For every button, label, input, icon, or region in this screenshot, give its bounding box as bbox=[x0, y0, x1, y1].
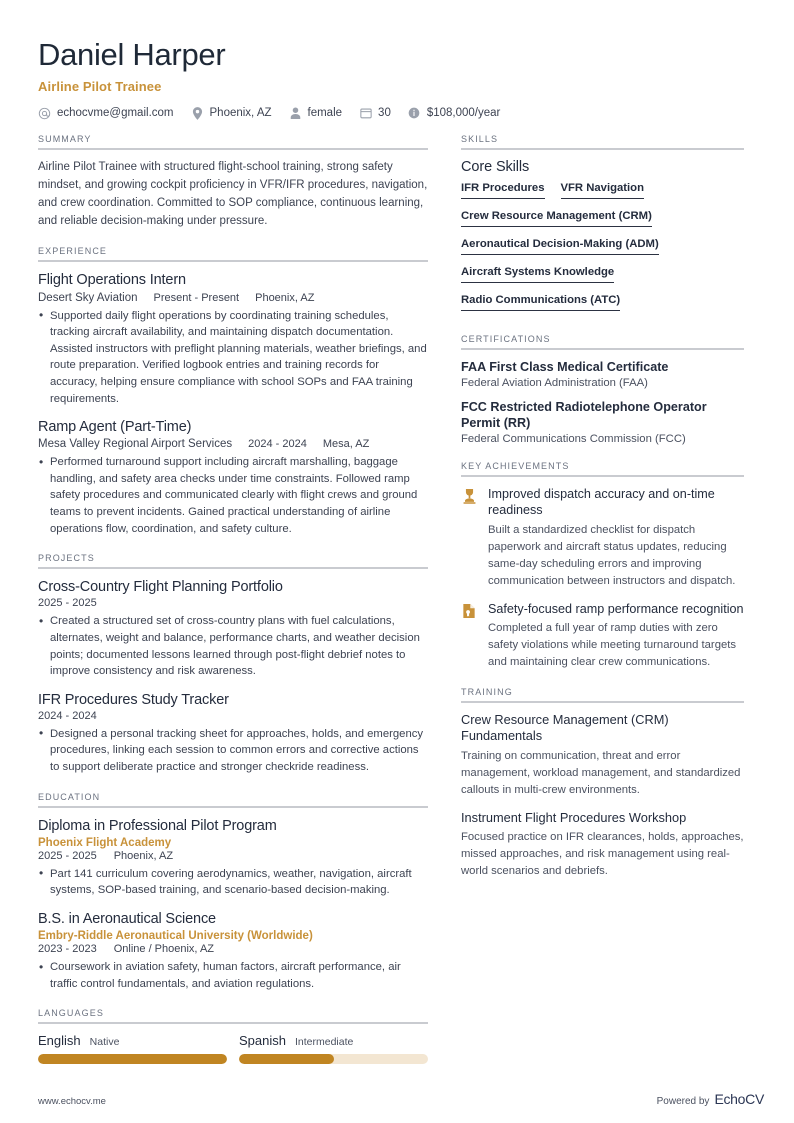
section-experience bbox=[38, 246, 428, 537]
left-column bbox=[38, 134, 428, 1081]
contact-location-value: Phoenix, AZ bbox=[209, 107, 272, 120]
footer-powered-label: Powered by bbox=[656, 1096, 710, 1107]
skill-item: VFR Navigation bbox=[561, 182, 644, 199]
achievement-body bbox=[488, 486, 744, 589]
certificate-document-icon bbox=[461, 601, 477, 619]
list-item: • Coursework in aviation safety, human factors, aircraft performance, air traffic control fundamentals, and aviation regulations. bbox=[38, 959, 428, 992]
language-progress-fill bbox=[38, 1054, 227, 1064]
project-dates-line bbox=[38, 597, 428, 609]
email-icon bbox=[38, 107, 51, 120]
experience-meta bbox=[38, 292, 428, 304]
language-name: Spanish bbox=[239, 1033, 286, 1049]
achievement-title: Safety-focused ramp performance recognition bbox=[488, 601, 744, 616]
section-heading-certifications: CERTIFICATIONS bbox=[461, 333, 551, 344]
section-heading-achievements: KEY ACHIEVEMENTS bbox=[461, 461, 570, 472]
contact-email-value: echocvme@gmail.com bbox=[57, 107, 174, 120]
education-dates-line bbox=[38, 850, 428, 862]
training-description: Focused practice on IFR clearances, holds, approaches, missed approaches, and risk management using real-world scenarios and debriefs. bbox=[461, 831, 744, 878]
certification-item bbox=[461, 399, 744, 445]
section-heading-skills: SKILLS bbox=[461, 133, 499, 144]
experience-location: Phoenix, AZ bbox=[255, 291, 315, 304]
summary-text: Airline Pilot Trainee with structured flight-school training, strong safety mindset, and growing cockpit proficiency in VFR/IFR procedures, navigation, and crew coordination. Committed to SOP compliance, continuous learning, and reliable decision-making under pressure. bbox=[38, 160, 428, 227]
skills-list bbox=[461, 182, 744, 318]
project-title: Cross-Country Flight Planning Portfolio bbox=[38, 579, 283, 596]
education-title: Diploma in Professional Pilot Program bbox=[38, 817, 277, 834]
section-heading-education: EDUCATION bbox=[38, 791, 101, 802]
language-item bbox=[239, 1033, 428, 1064]
education-dates: 2025 - 2025 bbox=[38, 849, 97, 862]
experience-location: Mesa, AZ bbox=[322, 438, 370, 451]
certification-name: FCC Restricted Radiotelephone Operator Permit (RR) bbox=[461, 399, 707, 430]
section-divider bbox=[38, 148, 428, 150]
achievement-item bbox=[461, 601, 744, 671]
project-bullets bbox=[38, 726, 428, 776]
section-heading-summary: SUMMARY bbox=[38, 133, 92, 144]
list-item: • Performed turnaround support including aircraft marshalling, baggage handling, and safety area checks under time constraints. Followed ramp safety procedures and communicated clearly with flight crews and ground teams to prevent incidents. Gained practical understanding of airline operations flow, coordination, and safety culture. bbox=[38, 454, 428, 537]
education-dates: 2023 - 2023 bbox=[38, 943, 97, 956]
experience-entry bbox=[38, 271, 428, 407]
experience-dates: 2024 - 2024 bbox=[248, 438, 307, 451]
experience-entry bbox=[38, 418, 428, 537]
education-title: B.S. in Aeronautical Science bbox=[38, 910, 216, 927]
education-bullets bbox=[38, 959, 428, 992]
contact-location bbox=[191, 107, 272, 120]
skill-item: Crew Resource Management (CRM) bbox=[461, 210, 652, 227]
project-bullets bbox=[38, 613, 428, 679]
section-divider bbox=[38, 567, 428, 569]
skill-item: Aeronautical Decision-Making (ADM) bbox=[461, 238, 659, 255]
language-name: English bbox=[38, 1033, 81, 1049]
section-summary bbox=[38, 134, 428, 231]
section-divider bbox=[38, 260, 428, 262]
right-column bbox=[461, 134, 744, 896]
trophy-icon bbox=[461, 486, 477, 504]
footer-brand: EchoCV bbox=[714, 1091, 764, 1107]
contact-row bbox=[38, 107, 764, 120]
section-heading-languages: LANGUAGES bbox=[38, 1008, 104, 1019]
training-description: Training on communication, threat and error management, workload management, and standardized callouts in multi-crew environments. bbox=[461, 749, 741, 796]
contact-gender bbox=[289, 107, 343, 120]
education-dates-line bbox=[38, 943, 428, 955]
list-item: • Designed a personal tracking sheet for approaches, holds, and emergency procedures, linking each session to common errors and corrective actions to support deliberate practice and stronger checkride readiness. bbox=[38, 726, 428, 776]
project-dates-line bbox=[38, 710, 428, 722]
experience-org: Desert Sky Aviation bbox=[38, 291, 138, 304]
skill-item: IFR Procedures bbox=[461, 182, 545, 199]
achievement-description: Built a standardized checklist for dispatch paperwork and aircraft status updates, reducing same-day scheduling errors and improving communication between instructors and dispatch. bbox=[488, 523, 736, 587]
language-head bbox=[239, 1033, 428, 1048]
training-item bbox=[461, 810, 744, 880]
calendar-icon bbox=[359, 107, 372, 120]
experience-bullets bbox=[38, 454, 428, 537]
education-entry bbox=[38, 817, 428, 899]
section-heading-projects: PROJECTS bbox=[38, 553, 95, 564]
experience-title: Ramp Agent (Part-Time) bbox=[38, 419, 192, 436]
section-divider bbox=[461, 148, 744, 150]
section-divider bbox=[38, 1022, 428, 1024]
section-divider bbox=[38, 806, 428, 808]
location-icon bbox=[191, 107, 204, 120]
language-level: Native bbox=[89, 1036, 120, 1049]
project-title: IFR Procedures Study Tracker bbox=[38, 691, 229, 708]
section-divider bbox=[461, 348, 744, 350]
experience-meta bbox=[38, 438, 428, 450]
job-title: Airline Pilot Trainee bbox=[38, 78, 162, 94]
project-dates: 2025 - 2025 bbox=[38, 597, 97, 610]
footer-website[interactable]: www.echocv.me bbox=[38, 1096, 106, 1107]
experience-org: Mesa Valley Regional Airport Services bbox=[38, 438, 233, 451]
language-level: Intermediate bbox=[294, 1036, 354, 1049]
language-item bbox=[38, 1033, 227, 1064]
project-entry bbox=[38, 691, 428, 776]
experience-dates: Present - Present bbox=[153, 291, 240, 304]
section-certifications bbox=[461, 334, 744, 445]
resume-header bbox=[38, 38, 764, 120]
section-achievements bbox=[461, 461, 744, 671]
experience-bullets bbox=[38, 308, 428, 408]
contact-gender-value: female bbox=[307, 107, 343, 120]
achievement-title: Improved dispatch accuracy and on-time readiness bbox=[488, 487, 715, 518]
education-location: Online / Phoenix, AZ bbox=[113, 943, 214, 956]
achievement-description: Completed a full year of ramp duties with zero safety violations while meeting turnaround targets and maintaining clear crew communications. bbox=[488, 621, 737, 668]
contact-salary bbox=[408, 107, 501, 120]
language-head bbox=[38, 1033, 227, 1048]
education-school: Phoenix Flight Academy bbox=[38, 836, 172, 849]
skill-item: Radio Communications (ATC) bbox=[461, 294, 620, 311]
contact-age-value: 30 bbox=[378, 107, 391, 120]
section-training bbox=[461, 687, 744, 881]
training-title: Instrument Flight Procedures Workshop bbox=[461, 809, 687, 825]
page-title: Daniel Harper bbox=[38, 37, 226, 72]
education-bullets bbox=[38, 866, 428, 899]
language-progress-bar bbox=[38, 1054, 227, 1064]
section-divider bbox=[461, 475, 744, 477]
salary-icon bbox=[408, 107, 421, 120]
list-item: • Part 141 curriculum covering aerodynamics, weather, navigation, aircraft systems, SOP-based training, and scenario-based decision-making. bbox=[38, 866, 428, 899]
footer-powered-by bbox=[657, 1091, 764, 1107]
languages-grid bbox=[38, 1033, 428, 1064]
contact-email bbox=[38, 107, 174, 120]
section-languages bbox=[38, 1008, 428, 1064]
education-location: Phoenix, AZ bbox=[113, 849, 174, 862]
section-heading-training: TRAINING bbox=[461, 686, 513, 697]
project-dates: 2024 - 2024 bbox=[38, 709, 97, 722]
list-item: • Supported daily flight operations by coordinating training schedules, tracking aircraft availability, and maintaining dispatch documentation. Assisted instructors with preflight planning materials, weather briefings, and route preparation. Verified logbook entries and training records for accuracy, helping ensure compliance with school SOPs and FAA training requirements. bbox=[38, 308, 428, 408]
training-title: Crew Resource Management (CRM) Fundamentals bbox=[461, 711, 669, 744]
experience-title: Flight Operations Intern bbox=[38, 272, 186, 289]
skill-item: Aircraft Systems Knowledge bbox=[461, 266, 614, 283]
section-education bbox=[38, 792, 428, 993]
section-skills bbox=[461, 134, 744, 318]
education-school: Embry-Riddle Aeronautical University (Worldwide) bbox=[38, 930, 313, 943]
education-entry bbox=[38, 910, 428, 992]
list-item: • Created a structured set of cross-country plans with fuel calculations, alternates, weight and balance, performance charts, and weather decision points; documented lessons learned through post-flight debrief notes to improve consistency and risk awareness. bbox=[38, 613, 428, 679]
section-divider bbox=[461, 701, 744, 703]
achievement-body bbox=[488, 601, 744, 671]
page-footer bbox=[38, 1091, 764, 1107]
certification-item bbox=[461, 359, 744, 389]
contact-age bbox=[359, 107, 391, 120]
certification-issuer: Federal Communications Commission (FCC) bbox=[461, 433, 686, 446]
person-icon bbox=[289, 107, 302, 120]
training-item bbox=[461, 712, 744, 799]
achievement-item bbox=[461, 486, 744, 589]
contact-salary-value: $108,000/year bbox=[426, 107, 501, 120]
certification-name: FAA First Class Medical Certificate bbox=[461, 359, 669, 374]
certification-issuer: Federal Aviation Administration (FAA) bbox=[461, 376, 648, 389]
language-progress-fill bbox=[239, 1054, 334, 1064]
resume-columns bbox=[38, 134, 764, 1081]
language-progress-bar bbox=[239, 1054, 428, 1064]
section-projects bbox=[38, 553, 428, 775]
project-entry bbox=[38, 578, 428, 680]
skills-group-title: Core Skills bbox=[461, 158, 530, 175]
section-heading-experience: EXPERIENCE bbox=[38, 246, 108, 257]
